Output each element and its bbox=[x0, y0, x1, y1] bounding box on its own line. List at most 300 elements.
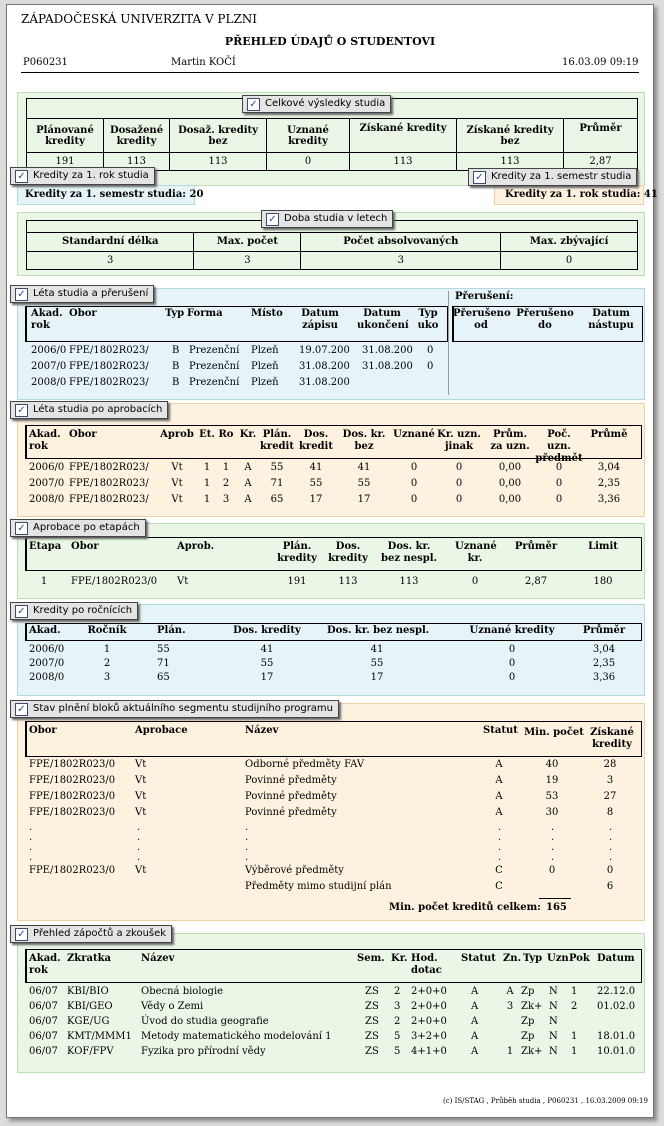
approbation-cell: 2008/0 bbox=[29, 494, 65, 505]
col-header: Zn. bbox=[503, 953, 522, 964]
report-page bbox=[6, 4, 658, 1118]
report-date: 16.03.09 09:19 bbox=[562, 57, 639, 68]
col-header: Obor bbox=[29, 725, 57, 736]
checkbox-checked-icon[interactable]: ✓ bbox=[15, 522, 28, 535]
col-header: Dos. kr. bez bbox=[342, 429, 386, 452]
year-credit-cell: 71 bbox=[157, 658, 170, 669]
total-header-cell: Plánované kredity bbox=[27, 119, 104, 153]
approbation-cell: Vt bbox=[171, 478, 183, 489]
total-value-cell: 113 bbox=[104, 153, 170, 171]
approbation-cell: 1 bbox=[203, 494, 211, 505]
ellipsis-dot: . bbox=[498, 852, 502, 863]
year-credit-cell: 41 bbox=[260, 644, 274, 655]
exam-cell: 2+0+0 bbox=[411, 1016, 447, 1027]
approbation-cell: 0 bbox=[455, 462, 463, 473]
exam-cell: N bbox=[549, 1016, 558, 1027]
col-header: Sem. bbox=[357, 953, 385, 964]
exam-cell: 10.01.0 bbox=[597, 1046, 636, 1057]
exam-cell: 3 bbox=[506, 1001, 514, 1012]
ellipsis-dot: . bbox=[609, 852, 613, 863]
block-cell: FPE/1802R023/0 bbox=[29, 775, 116, 786]
exam-cell: ZS bbox=[365, 1016, 379, 1027]
year-credit-cell: 2,35 bbox=[592, 658, 616, 669]
duration-value-cell: 3 bbox=[194, 251, 301, 269]
study-year-cell: Prezenční bbox=[189, 345, 240, 356]
block-cell: 27 bbox=[603, 791, 617, 802]
exam-cell: 1 bbox=[506, 1046, 514, 1057]
interruptions-title: Přerušení: bbox=[455, 291, 514, 302]
year-credit-cell: 55 bbox=[370, 658, 384, 669]
study-year-cell: 31.08.200 bbox=[299, 361, 350, 372]
block-cell: Povinné předměty bbox=[245, 807, 337, 818]
study-year-cell: Prezenční bbox=[189, 377, 240, 388]
total-header-cell: Průměr bbox=[564, 119, 638, 153]
approbation-cell: 0 bbox=[455, 478, 463, 489]
exam-cell: 2 bbox=[394, 986, 401, 997]
col-header: Název bbox=[245, 725, 279, 736]
exam-cell: ZS bbox=[365, 1046, 379, 1057]
exam-cell: KOF/FPV bbox=[67, 1046, 114, 1057]
year-credit-cell: 2006/0 bbox=[29, 644, 65, 655]
exam-cell: 06/07 bbox=[29, 1001, 58, 1012]
col-header: Prům. za uzn. bbox=[490, 429, 530, 452]
stage-cell: 113 bbox=[399, 576, 419, 587]
approbation-cell: 41 bbox=[309, 462, 323, 473]
approbation-cell: FPE/1802R023/ bbox=[69, 462, 149, 473]
study-year-cell: 0 bbox=[427, 345, 434, 356]
study-year-cell: 0 bbox=[427, 361, 434, 372]
total-value-cell: 191 bbox=[27, 153, 104, 171]
university-name: ZÁPADOČESKÁ UNIVERZITA V PLZNI bbox=[21, 12, 258, 26]
total-header-cell: Uznané kredity bbox=[267, 119, 350, 153]
col-header: Obor bbox=[71, 541, 99, 552]
col-header: Název bbox=[141, 953, 175, 964]
col-header: Průměr bbox=[514, 541, 558, 552]
year-credit-cell: 0 bbox=[508, 644, 516, 655]
exam-cell: Úvod do studia geografie bbox=[141, 1016, 269, 1027]
block-cell: Vt bbox=[135, 865, 147, 876]
col-header: Statut bbox=[483, 725, 518, 736]
col-header: Ročník bbox=[87, 625, 127, 636]
block-cell: Výběrové předměty bbox=[245, 865, 344, 876]
approbation-cell: Vt bbox=[171, 494, 183, 505]
block-cell: Povinné předměty bbox=[245, 775, 337, 786]
col-header: Dos. kr. bez nespl. bbox=[327, 625, 430, 636]
col-header: Aprob bbox=[160, 429, 194, 440]
ellipsis-dot: . bbox=[498, 842, 502, 853]
block-cell: A bbox=[495, 775, 503, 786]
exam-cell: KBI/GEO bbox=[67, 1001, 113, 1012]
exam-cell: N bbox=[549, 1001, 558, 1012]
col-header: Uznané bbox=[393, 429, 435, 440]
approbation-cell: A bbox=[244, 462, 252, 473]
col-header: Poč. uzn. předmět bbox=[535, 429, 583, 464]
block-cell: 53 bbox=[545, 791, 559, 802]
block-cell: FPE/1802R023/0 bbox=[29, 791, 116, 802]
study-year-cell: Plzeň bbox=[251, 345, 279, 356]
exam-cell: A bbox=[471, 1031, 479, 1042]
approbation-cell: Vt bbox=[171, 462, 183, 473]
approbation-cell: 17 bbox=[309, 494, 323, 505]
col-header: Typ uko bbox=[417, 308, 439, 331]
exam-cell: Metody matematického modelování 1 bbox=[141, 1031, 332, 1042]
year-credit-cell: 65 bbox=[157, 672, 170, 683]
year-credit-cell: 3,04 bbox=[592, 644, 616, 655]
approbation-cell: 0 bbox=[455, 494, 463, 505]
checkbox-checked-icon[interactable]: ✓ bbox=[266, 213, 279, 226]
col-header: Průměr bbox=[582, 625, 626, 636]
ellipsis-dot: . bbox=[137, 832, 141, 843]
credits-by-year-label[interactable]: ✓ Kredity po ročnících bbox=[10, 602, 138, 620]
checkbox-checked-icon[interactable]: ✓ bbox=[15, 288, 28, 301]
approbation-cell: 1 bbox=[203, 478, 211, 489]
year-credit-cell: 2 bbox=[103, 658, 111, 669]
col-header: Limit bbox=[588, 541, 618, 552]
exam-cell: Zk+ bbox=[521, 1046, 543, 1057]
year-credit-cell: 2008/0 bbox=[29, 672, 65, 683]
col-header: Typ bbox=[165, 308, 185, 319]
block-cell: 0 bbox=[606, 865, 614, 876]
exam-cell: N bbox=[549, 1046, 558, 1057]
approbation-cell: 2 bbox=[222, 478, 230, 489]
stage-cell: 1 bbox=[40, 576, 48, 587]
col-header: Aprob. bbox=[177, 541, 215, 552]
col-header: Získané kredity bbox=[590, 727, 634, 750]
col-header: Dos. kr. bez nespl. bbox=[380, 541, 438, 564]
col-header: Kr. uzn. jinak bbox=[437, 429, 481, 452]
total-value-cell: 2,87 bbox=[564, 153, 638, 171]
approbation-cell: 0 bbox=[410, 462, 418, 473]
header-divider bbox=[21, 72, 639, 73]
exam-cell: 2+0+0 bbox=[411, 1001, 447, 1012]
stage-cell: 0 bbox=[471, 576, 479, 587]
duration-header-cell: Standardní délka bbox=[27, 233, 194, 251]
exam-cell: KMT/MMM1 bbox=[67, 1031, 132, 1042]
exam-cell: KGE/UG bbox=[67, 1016, 110, 1027]
approbation-cell: 0,00 bbox=[498, 494, 522, 505]
duration-header-cell: Počet absolvovaných bbox=[301, 233, 501, 251]
approbation-cell: 55 bbox=[309, 478, 323, 489]
year-credit-cell: 3 bbox=[103, 672, 111, 683]
exam-cell: Zp bbox=[521, 1031, 535, 1042]
col-header: Akad. rok bbox=[29, 429, 61, 452]
col-header: Etapa bbox=[29, 541, 62, 552]
checkbox-checked-icon[interactable]: ✓ bbox=[15, 703, 28, 716]
approbation-cell: 41 bbox=[357, 462, 371, 473]
exam-cell: Zp bbox=[521, 1016, 535, 1027]
stage-cell: 180 bbox=[593, 576, 613, 587]
ellipsis-dot: . bbox=[551, 852, 555, 863]
col-header: Akad. bbox=[29, 625, 61, 636]
col-header: Přerušeno do bbox=[516, 308, 574, 331]
approbation-cell: FPE/1802R023/ bbox=[69, 478, 149, 489]
year-credit-cell: 2007/0 bbox=[29, 658, 65, 669]
col-header: Průmě bbox=[590, 429, 628, 440]
col-header: Uznané kredity bbox=[469, 625, 555, 636]
exam-cell: 3+2+0 bbox=[411, 1031, 447, 1042]
footer-text: (c) IS/STAG , Průběh studia , P060231 , 16.03.2009 09:19 bbox=[443, 1097, 648, 1105]
duration-value-cell: 0 bbox=[501, 251, 638, 269]
col-header: Datum zápisu bbox=[301, 308, 339, 331]
study-years-label[interactable]: ✓ Léta studia a přerušení bbox=[10, 285, 154, 303]
total-value-cell: 0 bbox=[267, 153, 350, 171]
exam-cell: 06/07 bbox=[29, 1031, 58, 1042]
col-header: Akad. rok bbox=[29, 953, 61, 976]
exam-cell: 2 bbox=[571, 1001, 578, 1012]
exam-cell: 22.12.0 bbox=[597, 986, 636, 997]
study-years-divider bbox=[448, 291, 449, 395]
report-title: PŘEHLED ÚDAJŮ O STUDENTOVI bbox=[224, 35, 436, 48]
exam-cell: 4+1+0 bbox=[411, 1046, 447, 1057]
checkbox-checked-icon[interactable]: ✓ bbox=[15, 928, 28, 941]
approbation-cell: 17 bbox=[357, 494, 371, 505]
total-value-cell: 113 bbox=[457, 153, 564, 171]
block-cell: 40 bbox=[545, 759, 559, 770]
col-header: Obor bbox=[69, 429, 97, 440]
exam-cell: 1 bbox=[571, 986, 578, 997]
year-credit-cell: 55 bbox=[157, 644, 170, 655]
credits-year-label[interactable]: ✓ Kredity za 1. rok studia bbox=[10, 167, 155, 185]
study-year-cell: B bbox=[172, 345, 180, 356]
exam-cell: A bbox=[471, 1001, 479, 1012]
exam-cell: 5 bbox=[394, 1046, 401, 1057]
study-year-cell: 31.08.200 bbox=[299, 377, 350, 388]
stage-cell: 2,87 bbox=[524, 576, 548, 587]
approbation-cell: 2006/0 bbox=[29, 462, 65, 473]
exam-cell: 1 bbox=[571, 1046, 578, 1057]
study-year-cell: B bbox=[172, 377, 180, 388]
block-cell: Vt bbox=[135, 807, 147, 818]
exam-cell: A bbox=[471, 1016, 479, 1027]
ellipsis-dot: . bbox=[609, 832, 613, 843]
block-cell: A bbox=[495, 807, 503, 818]
checkbox-checked-icon[interactable]: ✓ bbox=[247, 98, 260, 111]
block-cell: 19 bbox=[545, 775, 559, 786]
study-year-cell: 19.07.200 bbox=[299, 345, 350, 356]
exams-label[interactable]: ✓ Přehled zápočtů a zkoušek bbox=[10, 925, 172, 943]
study-year-cell: FPE/1802R023/ bbox=[69, 361, 149, 372]
study-year-cell: Prezenční bbox=[189, 361, 240, 372]
blocks-label[interactable]: ✓ Stav plnění bloků aktuálního segmentu studijního programu bbox=[10, 700, 339, 718]
study-year-cell: FPE/1802R023/ bbox=[69, 345, 149, 356]
approbation-cell: 55 bbox=[357, 478, 371, 489]
col-header: Datum nástupu bbox=[588, 308, 634, 331]
total-value-cell: 113 bbox=[170, 153, 267, 171]
approbations-label[interactable]: ✓ Léta studia po aprobacích bbox=[10, 401, 168, 419]
col-header: Akad. rok bbox=[31, 308, 63, 331]
col-header: Statut bbox=[461, 953, 496, 964]
ellipsis-dot: . bbox=[245, 832, 249, 843]
approbation-cell: 3,36 bbox=[597, 494, 621, 505]
stage-cell: Vt bbox=[177, 576, 189, 587]
ellipsis-dot: . bbox=[551, 842, 555, 853]
block-cell: Odborné předměty FAV bbox=[245, 759, 365, 770]
approbation-cell: 71 bbox=[270, 478, 284, 489]
approbation-cell: 0 bbox=[555, 462, 563, 473]
exam-cell: 1 bbox=[571, 1031, 578, 1042]
block-cell: 8 bbox=[606, 807, 614, 818]
block-cell: Vt bbox=[135, 791, 147, 802]
checkbox-checked-icon[interactable]: ✓ bbox=[15, 605, 28, 618]
block-cell: FPE/1802R023/0 bbox=[29, 759, 116, 770]
year-credit-cell: 0 bbox=[508, 658, 516, 669]
duration-value-cell: 3 bbox=[27, 251, 194, 269]
credits-semester-label[interactable]: ✓ Kredity za 1. semestr studia bbox=[468, 168, 637, 186]
student-id: P060231 bbox=[23, 57, 68, 68]
col-header: Typ bbox=[523, 953, 543, 964]
credits-year-text: Kredity za 1. rok studia: 41 bbox=[505, 189, 658, 200]
approbation-cell: 0 bbox=[555, 494, 563, 505]
year-credit-cell: 17 bbox=[260, 672, 274, 683]
year-credit-cell: 1 bbox=[103, 644, 111, 655]
study-year-cell: Plzeň bbox=[251, 361, 279, 372]
total-header-cell: Dosaž. kredity bez bbox=[170, 119, 267, 153]
checkbox-checked-icon[interactable]: ✓ bbox=[15, 404, 28, 417]
ellipsis-dot: . bbox=[29, 852, 33, 863]
study-duration-label[interactable]: ✓ Doba studia v letech bbox=[261, 210, 393, 228]
ellipsis-dot: . bbox=[245, 842, 249, 853]
exam-cell: N bbox=[549, 1031, 558, 1042]
approbation-cell: 1 bbox=[222, 462, 230, 473]
exam-cell: 3 bbox=[394, 1001, 401, 1012]
approbation-cell: 0 bbox=[555, 478, 563, 489]
checkbox-checked-icon[interactable]: ✓ bbox=[15, 170, 28, 183]
col-header: Forma bbox=[187, 308, 223, 319]
block-cell: 3 bbox=[606, 775, 614, 786]
exam-cell: 2 bbox=[394, 1016, 401, 1027]
block-cell: FPE/1802R023/0 bbox=[29, 807, 116, 818]
col-header: Dos. kredit bbox=[299, 429, 333, 452]
approbation-cell: 0,00 bbox=[498, 462, 522, 473]
ellipsis-dot: . bbox=[609, 842, 613, 853]
duration-value-cell: 3 bbox=[301, 251, 501, 269]
approbation-cell: 0 bbox=[410, 478, 418, 489]
study-year-cell: 31.08.200 bbox=[362, 345, 413, 356]
exam-cell: 5 bbox=[394, 1031, 401, 1042]
total-header-cell: Dosažené kredity bbox=[104, 119, 170, 153]
approbation-cell: 65 bbox=[270, 494, 284, 505]
block-cell: 28 bbox=[603, 759, 617, 770]
exam-cell: 18.01.0 bbox=[597, 1031, 636, 1042]
approbation-cell: A bbox=[244, 478, 252, 489]
stage-cell: 191 bbox=[287, 576, 307, 587]
approbation-cell: 0,00 bbox=[498, 478, 522, 489]
col-header: Aprobace bbox=[135, 725, 188, 736]
approbation-cell: 55 bbox=[270, 462, 284, 473]
col-header: Přerušeno od bbox=[453, 308, 511, 331]
exam-cell: A bbox=[471, 1046, 479, 1057]
block-cell: Vt bbox=[135, 775, 147, 786]
exam-cell: 01.02.0 bbox=[597, 1001, 636, 1012]
study-year-cell: Plzeň bbox=[251, 377, 279, 388]
col-header: Plán. bbox=[157, 625, 186, 636]
col-header: Obor bbox=[69, 308, 97, 319]
ellipsis-dot: . bbox=[245, 822, 249, 833]
col-header: Místo bbox=[251, 308, 283, 319]
blocks-total-value: 165 bbox=[546, 902, 567, 913]
col-header: Hod. dotac bbox=[411, 953, 442, 976]
total-results-label[interactable]: ✓ Celkové výsledky studia bbox=[242, 95, 391, 113]
col-header: Uznané kr. bbox=[455, 541, 497, 564]
study-year-cell: B bbox=[172, 361, 180, 372]
col-header: Plán. kredity bbox=[277, 541, 317, 564]
study-year-cell: 31.08.200 bbox=[362, 361, 413, 372]
ellipsis-dot: . bbox=[137, 852, 141, 863]
exam-cell: 06/07 bbox=[29, 1046, 58, 1057]
exam-cell: 06/07 bbox=[29, 986, 58, 997]
col-header: Datum bbox=[597, 953, 635, 964]
exam-cell: A bbox=[506, 986, 514, 997]
exam-cell: Vědy o Zemi bbox=[141, 1001, 204, 1012]
exam-cell: A bbox=[471, 986, 479, 997]
col-header: Min. počet bbox=[524, 727, 584, 738]
col-header: Kr. bbox=[391, 953, 408, 964]
year-credit-cell: 0 bbox=[508, 672, 516, 683]
block-cell: A bbox=[495, 759, 503, 770]
col-header: Ro bbox=[218, 429, 234, 440]
ellipsis-dot: . bbox=[137, 842, 141, 853]
credits-semester-text: Kredity za 1. semestr studia: 20 bbox=[25, 189, 204, 200]
year-credit-cell: 55 bbox=[260, 658, 274, 669]
ellipsis-dot: . bbox=[29, 822, 33, 833]
study-year-cell: 2008/0 bbox=[31, 377, 67, 388]
blocks-total-label: Min. počet kreditů celkem: bbox=[389, 902, 541, 913]
col-header: Dos. kredity bbox=[328, 541, 368, 564]
exam-cell: Fyzika pro přírodní vědy bbox=[141, 1046, 266, 1057]
col-header: Dos. kredity bbox=[233, 625, 301, 636]
ellipsis-dot: . bbox=[29, 842, 33, 853]
ellipsis-dot: . bbox=[551, 822, 555, 833]
total-header-cell: Získané kredity bez bbox=[457, 119, 564, 153]
study-year-cell: 2006/0 bbox=[31, 345, 67, 356]
exam-cell: ZS bbox=[365, 1001, 379, 1012]
col-header: Zkratka bbox=[67, 953, 112, 964]
exam-cell: KBI/BIO bbox=[67, 986, 109, 997]
total-value-cell: 113 bbox=[350, 153, 457, 171]
block-cell: 30 bbox=[545, 807, 559, 818]
ellipsis-dot: . bbox=[29, 832, 33, 843]
exam-cell: ZS bbox=[365, 1031, 379, 1042]
block-cell: C bbox=[495, 865, 503, 876]
student-name: Martin KOČÍ bbox=[171, 57, 236, 68]
total-header-cell: Získané kredity bbox=[350, 119, 457, 153]
block-cell: 0 bbox=[548, 865, 556, 876]
exam-cell: ZS bbox=[365, 986, 379, 997]
approbation-cell: 2007/0 bbox=[29, 478, 65, 489]
study-year-cell: 2007/0 bbox=[31, 361, 67, 372]
checkbox-checked-icon[interactable]: ✓ bbox=[473, 171, 486, 184]
block-cell: Vt bbox=[135, 759, 147, 770]
study-year-cell: FPE/1802R023/ bbox=[69, 377, 149, 388]
exam-cell: 06/07 bbox=[29, 1016, 58, 1027]
block-cell: 6 bbox=[606, 881, 614, 892]
col-header: Pok bbox=[569, 953, 590, 964]
stage-cell: FPE/1802R023/0 bbox=[71, 576, 158, 587]
approbation-cell: 1 bbox=[203, 462, 211, 473]
ellipsis-dot: . bbox=[245, 852, 249, 863]
block-cell: C bbox=[495, 881, 503, 892]
col-header: Datum ukončení bbox=[357, 308, 409, 331]
col-header: Kr. bbox=[239, 429, 257, 440]
year-credit-cell: 17 bbox=[370, 672, 384, 683]
stages-label[interactable]: ✓ Aprobace po etapách bbox=[10, 519, 146, 537]
stage-cell: 113 bbox=[338, 576, 358, 587]
exam-cell: Obecná biologie bbox=[141, 986, 224, 997]
block-cell: A bbox=[495, 791, 503, 802]
total-underline bbox=[539, 898, 571, 899]
approbation-cell: 3,04 bbox=[597, 462, 621, 473]
approbation-cell: A bbox=[244, 494, 252, 505]
